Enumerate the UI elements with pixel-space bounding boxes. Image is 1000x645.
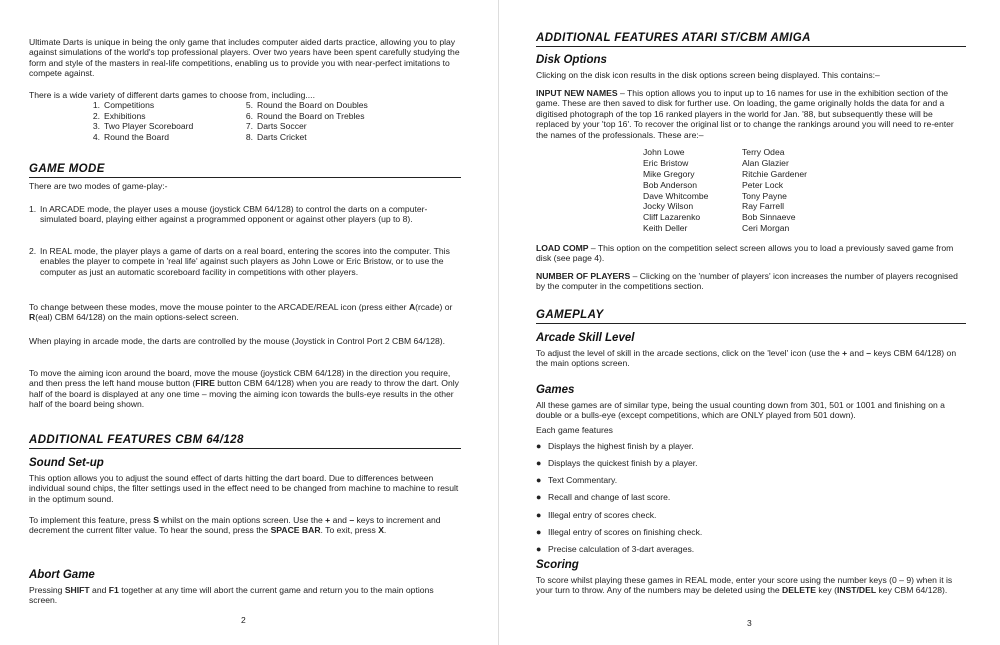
abort-game-paragraph: Pressing SHIFT and F1 together at any time will abort the current game and return you to the main options screen. bbox=[29, 585, 434, 606]
feature-item: ● Illegal entry of scores check. bbox=[536, 510, 657, 520]
disk-options-intro: Clicking on the disk icon results in the disk options screen being displayed. This contains:– bbox=[536, 70, 880, 80]
games-heading: Games bbox=[536, 384, 575, 396]
abort-game-heading: Abort Game bbox=[29, 569, 95, 581]
game-list-row bbox=[84, 111, 444, 122]
player-name: Bob Anderson bbox=[643, 179, 697, 190]
bullet-icon: ● bbox=[536, 441, 542, 451]
input-new-names-paragraph: INPUT NEW NAMES – This option allows you to input up to 16 names for use in the exhibition section of the game. These are then saved to disk for further use. On loading, the game originally holds the data for and a digitised photograph of the top 16 ranked players in the world for Jan. '88, but subsequently these will be replaced by your 'top 16'. To recover the original list or to change the rankings around you will need to re-enter the names of the professionals. These are:– bbox=[536, 88, 954, 140]
list-number: 8. bbox=[245, 131, 253, 142]
change-mode-paragraph: To change between these modes, move the mouse pointer to the ARCADE/REAL icon (press either A(rcade) or R(eal) CBM 64/128) on the main options-select screen. bbox=[29, 302, 453, 323]
list-item: Darts Soccer bbox=[257, 121, 307, 132]
list-number: 1. bbox=[92, 100, 100, 110]
mode-description: In ARCADE mode, the player uses a mouse (joystick CBM 64/128) to control the darts on a computer-simulated board, playing either against a programmed opponent or against other players (up to 8). bbox=[40, 204, 428, 225]
heading-rule bbox=[29, 448, 461, 449]
game-list-row bbox=[84, 132, 444, 143]
number-of-players-paragraph: NUMBER OF PLAYERS – Clicking on the 'number of players' icon increases the number of players recognised by the computer in the competitions section. bbox=[536, 271, 958, 292]
mode-item-arcade bbox=[29, 204, 461, 225]
list-number: 1. bbox=[29, 204, 37, 214]
bullet-icon: ● bbox=[536, 544, 542, 554]
player-row bbox=[643, 201, 903, 212]
player-row bbox=[643, 169, 903, 180]
list-number: 6. bbox=[245, 110, 253, 121]
bullet-icon: ● bbox=[536, 492, 542, 502]
list-number: 7. bbox=[245, 121, 253, 132]
player-row bbox=[643, 212, 903, 223]
player-name: Tony Payne bbox=[742, 190, 787, 201]
mode-item-real bbox=[29, 246, 461, 277]
scoring-heading: Scoring bbox=[536, 559, 579, 571]
game-list bbox=[84, 100, 444, 142]
aiming-paragraph: To move the aiming icon around the board, move the mouse (joystick CBM 64/128) in the direction you require, and then press the left hand mouse button (FIRE button CBM 64/128) when you are ready to throw the dart. Only half of the board is displayed at any one time – moving the aiming icon towards the bulls-eye results in the other half of the board being shown. bbox=[29, 368, 459, 410]
bullet-icon: ● bbox=[536, 458, 542, 468]
gameplay-heading: GAMEPLAY bbox=[536, 309, 604, 321]
player-row bbox=[643, 180, 903, 191]
mode-description: In REAL mode, the player plays a game of darts on a real board, entering the scores into the computer. This enables the player to compete in 'real life' against such players as John Lowe or Eric Bristow, or to use the computer as just an automatic scoreboard facility in competitions with other players. bbox=[40, 246, 450, 277]
sound-setup-paragraph: This option allows you to adjust the sound effect of darts hitting the dart board. Due to differences between individual sound chips, the filter settings used in the effect need to be changed from machine to machine to result in the optimum sound. bbox=[29, 473, 459, 504]
player-name: Keith Deller bbox=[643, 223, 688, 234]
arcade-skill-heading: Arcade Skill Level bbox=[536, 332, 635, 344]
player-row bbox=[643, 223, 903, 234]
load-comp-paragraph: LOAD COMP – This option on the competition select screen allows you to load a previously saved game from disk (see page 4). bbox=[536, 243, 954, 264]
heading-rule bbox=[29, 177, 461, 178]
player-name: Eric Bristow bbox=[643, 157, 689, 168]
list-item: Competitions bbox=[104, 100, 155, 110]
feature-item: ● Illegal entry of scores on finishing check. bbox=[536, 527, 703, 537]
heading-rule bbox=[536, 323, 966, 324]
player-row bbox=[643, 191, 903, 202]
list-item: Round the Board on Trebles bbox=[257, 110, 365, 121]
player-name: Jocky Wilson bbox=[643, 201, 694, 212]
cbm-features-heading: ADDITIONAL FEATURES CBM 64/128 bbox=[29, 434, 244, 446]
list-number: 4. bbox=[92, 131, 100, 142]
feature-item: ● Precise calculation of 3-dart averages. bbox=[536, 544, 695, 554]
player-name: Dave Whitcombe bbox=[643, 190, 709, 201]
player-name: John Lowe bbox=[643, 147, 685, 157]
feature-item: ● Displays the quickest finish by a player. bbox=[536, 458, 698, 468]
game-variety-text: There is a wide variety of different darts games to choose from, including.... bbox=[29, 90, 315, 100]
sound-implement-paragraph: To implement this feature, press S whilst on the main options screen. Use the + and – keys to increment and decrement the current filter value. To hear the sound, press the SPACE BAR. To exit, press X. bbox=[29, 515, 441, 536]
intro-paragraph: Ultimate Darts is unique in being the only game that includes computer aided darts practice, allowing you to play against simulations of the world's top professional players. Over two years have been spent carefully studying the form and style of the masters in real-life competitions, enabling us to provide you with near-perfect imitations to compete against. bbox=[29, 37, 460, 79]
player-row bbox=[643, 147, 903, 158]
game-mode-intro: There are two modes of game-play:- bbox=[29, 181, 168, 191]
scoring-paragraph: To score whilst playing these games in REAL mode, enter your score using the number keys (0 – 9) when it is your turn to throw. Any of the numbers may be deleted using the DELETE key (INST/DEL key CBM 64/128). bbox=[536, 575, 953, 596]
list-item: Two Player Scoreboard bbox=[104, 121, 194, 132]
game-list-row bbox=[84, 100, 444, 111]
page-number: 3 bbox=[747, 618, 752, 628]
player-name: Alan Glazier bbox=[742, 157, 789, 168]
arcade-control-paragraph: When playing in arcade mode, the darts are controlled by the mouse (Joystick in Control Port 2 CBM 64/128). bbox=[29, 336, 446, 346]
player-name: Bob Sinnaeve bbox=[742, 212, 796, 223]
player-name: Mike Gregory bbox=[643, 168, 695, 179]
page-number: 2 bbox=[241, 615, 246, 625]
list-number: 2. bbox=[92, 110, 100, 121]
player-name: Cliff Lazarenko bbox=[643, 212, 701, 223]
atari-features-heading: ADDITIONAL FEATURES ATARI ST/CBM AMIGA bbox=[536, 32, 811, 44]
left-page bbox=[29, 0, 461, 645]
bullet-icon: ● bbox=[536, 475, 542, 485]
feature-item: ● Displays the highest finish by a player. bbox=[536, 441, 694, 451]
page-gutter bbox=[498, 0, 499, 645]
sound-setup-heading: Sound Set-up bbox=[29, 457, 104, 469]
list-item: Exhibitions bbox=[104, 110, 146, 121]
disk-options-heading: Disk Options bbox=[536, 54, 607, 66]
feature-item: ● Text Commentary. bbox=[536, 475, 618, 485]
player-names-list bbox=[643, 147, 903, 234]
player-name: Terry Odea bbox=[742, 147, 785, 157]
list-number: 2. bbox=[29, 246, 37, 256]
list-item: Darts Cricket bbox=[257, 131, 307, 142]
feature-item: ● Recall and change of last score. bbox=[536, 492, 671, 502]
player-name: Ray Farrell bbox=[742, 201, 785, 212]
games-paragraph: All these games are of similar type, being the usual counting down from 301, 501 or 1001 and finishing on a double or a bulls-eye (except competitions, which are ONLY played from 501 down). bbox=[536, 400, 945, 421]
player-name: Ritchie Gardener bbox=[742, 168, 807, 179]
player-name: Peter Lock bbox=[742, 179, 784, 190]
player-row bbox=[643, 158, 903, 169]
bullet-icon: ● bbox=[536, 527, 542, 537]
features-intro: Each game features bbox=[536, 425, 613, 435]
list-item: Round the Board bbox=[104, 131, 169, 142]
right-page bbox=[536, 0, 966, 645]
list-number: 5. bbox=[245, 100, 253, 110]
game-mode-heading: GAME MODE bbox=[29, 163, 105, 175]
list-number: 3. bbox=[92, 121, 100, 132]
heading-rule bbox=[536, 46, 966, 47]
game-list-row bbox=[84, 121, 444, 132]
list-item: Round the Board on Doubles bbox=[257, 100, 368, 110]
player-name: Ceri Morgan bbox=[742, 223, 790, 234]
arcade-skill-paragraph: To adjust the level of skill in the arcade sections, click on the 'level' icon (use the + and – keys CBM 64/128) on the main options screen. bbox=[536, 348, 957, 369]
bullet-icon: ● bbox=[536, 510, 542, 520]
